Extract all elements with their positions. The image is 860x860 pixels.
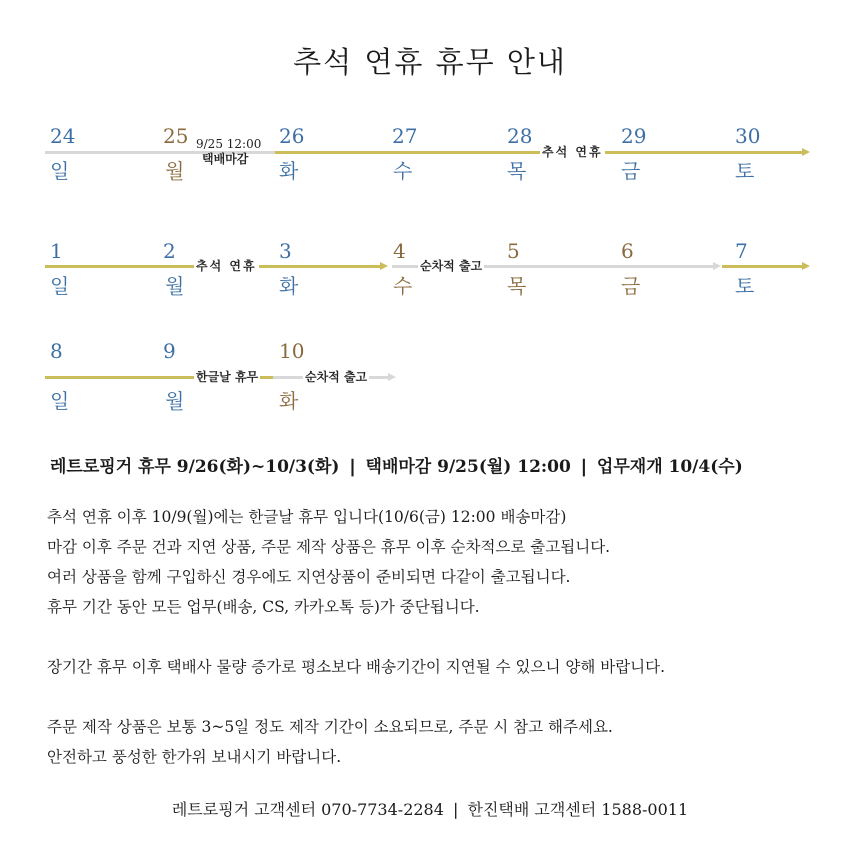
- date-5: 5: [507, 239, 520, 263]
- weekday-tue: 화: [279, 389, 299, 413]
- date-4: 4: [393, 239, 406, 263]
- notice-block-2: [47, 652, 827, 682]
- holiday-summary: 레트로핑거 휴무 9/26(화)~10/3(화) ❘ 택배마감 9/25(월) 12:00 ❘ 업무재개 10/4(수): [50, 457, 743, 477]
- date-9: 9: [163, 339, 176, 363]
- holiday-label-week1: 추석 연휴: [542, 145, 603, 159]
- date-8: 8: [50, 339, 63, 363]
- arrow-icon: [802, 148, 810, 156]
- notice-line: 장기간 휴무 이후 택배사 물량 증가로 평소보다 배송기간이 지연될 수 있으니 양해 바랍니다.: [47, 658, 666, 676]
- weekday-wed: 수: [393, 159, 413, 183]
- weekday-thu: 목: [507, 159, 527, 183]
- notice-block-1: [47, 502, 827, 622]
- notice-line: 마감 이후 주문 건과 지연 상품, 주문 제작 상품은 휴무 이후 순차적으로 출고됩니다.: [47, 538, 611, 556]
- date-30: 30: [735, 124, 761, 148]
- date-26: 26: [279, 124, 305, 148]
- weekday-sun: 일: [50, 159, 70, 183]
- weekday-fri: 금: [621, 159, 641, 183]
- weekday-sat: 토: [735, 274, 755, 298]
- date-6: 6: [621, 239, 634, 263]
- date-3: 3: [279, 239, 292, 263]
- notice-line: 여러 상품을 함께 구입하신 경우에도 지연상품이 준비되면 다같이 출고됩니다.: [47, 568, 571, 586]
- shipping-label-week2: 순차적 출고: [420, 259, 483, 273]
- notice-line: 휴무 기간 동안 모든 업무(배송, CS, 카카오톡 등)가 중단됩니다.: [47, 598, 480, 616]
- arrow-icon: [802, 262, 810, 270]
- cutoff-time-label: 9/25 12:00: [196, 137, 262, 151]
- date-28: 28: [507, 124, 533, 148]
- weekday-wed: 수: [393, 274, 413, 298]
- weekday-mon: 월: [165, 159, 185, 183]
- holiday-label-week2: 추석 연휴: [196, 259, 257, 273]
- date-24: 24: [50, 124, 76, 148]
- notice-line: 안전하고 풍성한 한가위 보내시기 바랍니다.: [47, 748, 342, 766]
- page-title: 추석 연휴 휴무 안내: [293, 45, 567, 79]
- arrow-icon: [380, 262, 388, 270]
- weekday-fri: 금: [621, 274, 641, 298]
- notice-line: 주문 제작 상품은 보통 3~5일 정도 제작 기간이 소요되므로, 주문 시 참고 해주세요.: [47, 718, 613, 736]
- date-29: 29: [621, 124, 647, 148]
- arrow-icon: [713, 262, 721, 270]
- date-25: 25: [163, 124, 189, 148]
- cutoff-label: 택배마감: [202, 152, 249, 166]
- contact-footer: 레트로핑거 고객센터 070-7734-2284 ❘ 한진택배 고객센터 1588-0011: [171, 800, 689, 819]
- weekday-mon: 월: [165, 389, 185, 413]
- weekday-sun: 일: [50, 389, 70, 413]
- notice-block-3: [47, 712, 827, 772]
- weekday-mon: 월: [165, 274, 185, 298]
- date-27: 27: [392, 124, 418, 148]
- arrow-icon: [388, 373, 396, 381]
- weekday-sat: 토: [735, 159, 755, 183]
- weekday-sun: 일: [50, 274, 70, 298]
- shipping-label-week3: 순차적 출고: [305, 370, 368, 384]
- holiday-bar-week1: [275, 151, 803, 154]
- notice-line: 추석 연휴 이후 10/9(월)에는 한글날 휴무 입니다(10/6(금) 12:00 배송마감): [47, 508, 567, 526]
- date-1: 1: [50, 239, 63, 263]
- hangul-day-label: 한글날 휴무: [196, 370, 259, 384]
- holiday-bar-week2-sat: [722, 265, 802, 268]
- date-7: 7: [735, 239, 748, 263]
- date-10: 10: [279, 339, 305, 363]
- weekday-tue: 화: [279, 274, 299, 298]
- weekday-thu: 목: [507, 274, 527, 298]
- weekday-tue: 화: [279, 159, 299, 183]
- date-2: 2: [163, 239, 176, 263]
